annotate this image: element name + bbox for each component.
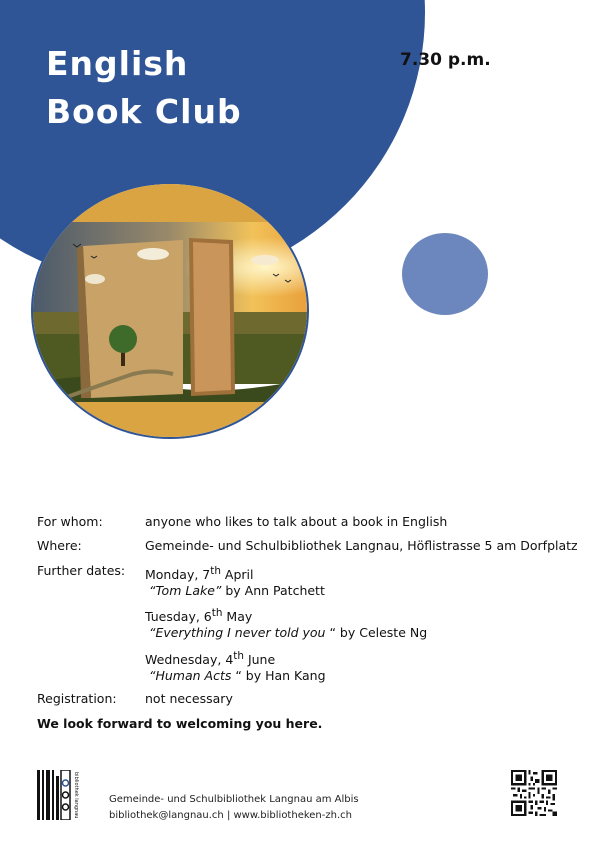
date-entry <box>145 648 326 684</box>
book-line <box>145 625 427 641</box>
book-title: “Everything I never told you <box>148 625 326 641</box>
title-line-1: English <box>46 44 189 83</box>
where-value: Gemeinde- und Schulbibliothek Langnau, Höflistrasse 5 am Dorfplatz <box>145 538 578 553</box>
date-suffix: th <box>210 565 221 577</box>
book-line <box>145 668 326 684</box>
book-line <box>145 583 325 599</box>
registration-label: Registration: <box>37 691 117 706</box>
title-line-2: Book Club <box>46 92 242 131</box>
book-landscape-image <box>31 182 309 439</box>
date-line <box>145 648 326 668</box>
library-logo-icon <box>37 770 83 820</box>
date-day: Tuesday, 6 <box>145 609 212 625</box>
date-day: Wednesday, 4 <box>145 652 234 668</box>
book-author: by Ann Patchett <box>221 583 325 599</box>
date-entry <box>145 605 427 641</box>
book-title: “Human Acts <box>148 668 232 684</box>
date-entry <box>145 563 325 599</box>
date-month: June <box>243 652 276 668</box>
footer-contact <box>109 792 359 824</box>
for-whom-label: For whom: <box>37 514 103 529</box>
registration-value: not necessary <box>145 691 233 706</box>
footer-library-name: Gemeinde- und Schulbibliothek Langnau am Albis <box>109 794 359 805</box>
poster-title <box>46 40 242 136</box>
small-blue-circle <box>402 233 488 315</box>
date-day: Monday, 7 <box>145 567 211 583</box>
qr-code-icon[interactable] <box>511 770 557 816</box>
further-dates-label: Further dates: <box>37 563 126 578</box>
logo-text: bibliothek langnau <box>73 772 79 819</box>
open-book-illustration <box>33 184 307 437</box>
date-suffix: th <box>233 650 244 662</box>
date-line <box>145 563 325 583</box>
date-suffix: th <box>211 607 223 619</box>
where-label: Where: <box>37 538 82 553</box>
closing-message: We look forward to welcoming you here. <box>37 716 323 731</box>
book-author: “ by Celeste Ng <box>325 625 428 641</box>
book-author: “ by Han Kang <box>231 668 326 684</box>
event-time: 7.30 p.m. <box>400 50 491 70</box>
date-month: May <box>222 609 253 625</box>
for-whom-value: anyone who likes to talk about a book in English <box>145 514 448 529</box>
date-month: April <box>220 567 254 583</box>
footer-links[interactable]: bibliothek@langnau.ch | www.bibliotheken-zh.ch <box>109 810 352 821</box>
date-line <box>145 605 427 625</box>
book-title: “Tom Lake” <box>148 583 222 599</box>
